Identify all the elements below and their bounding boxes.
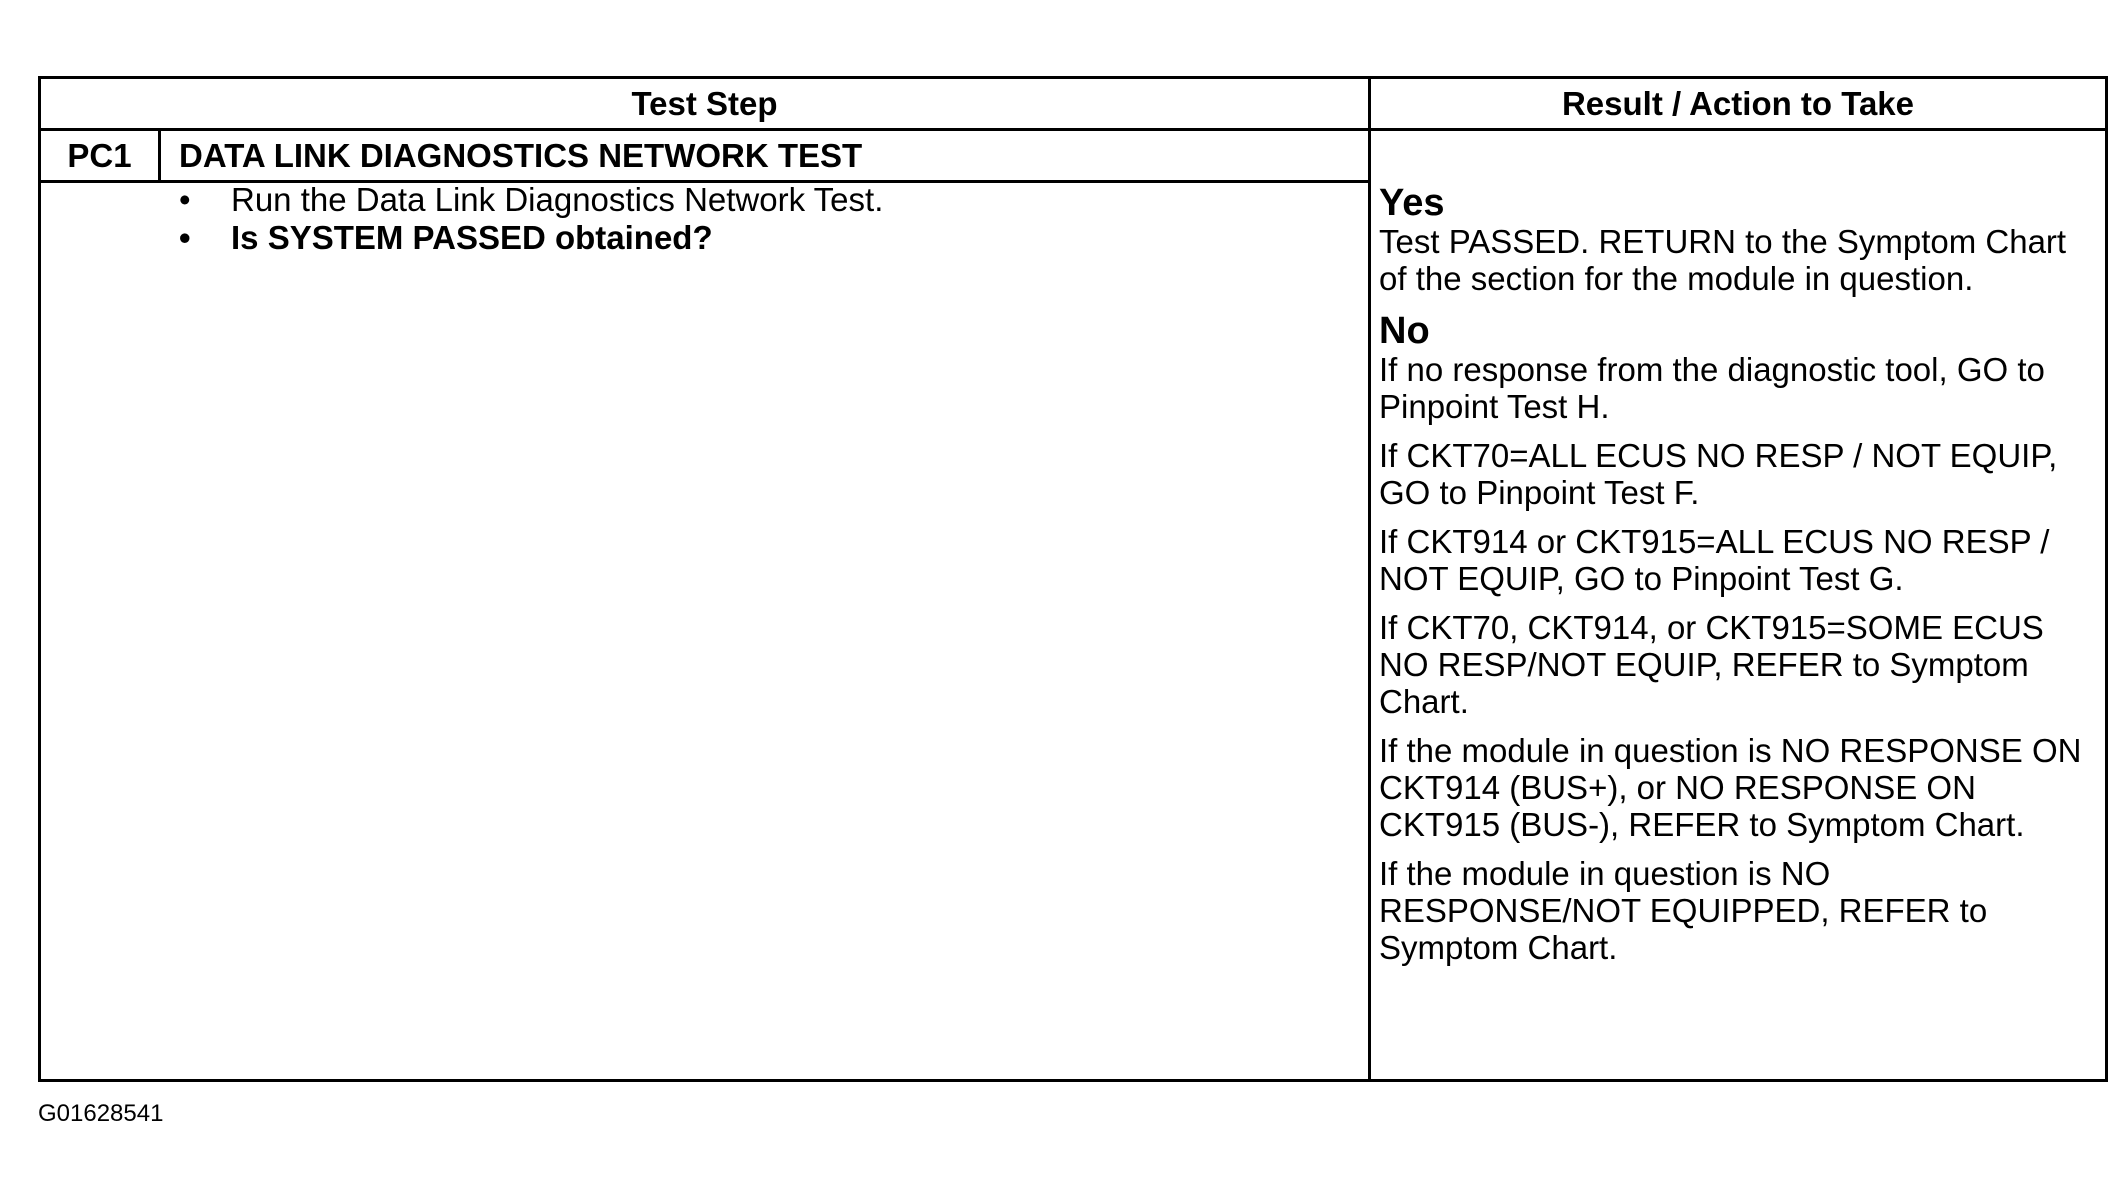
step-instruction: • Run the Data Link Diagnostics Network Test. [179, 181, 883, 219]
step-id-divider [158, 131, 161, 180]
no-label: No [1379, 310, 1430, 352]
figure-id: G01628541 [38, 1100, 164, 1127]
step-title: DATA LINK DIAGNOSTICS NETWORK TEST [179, 137, 863, 174]
result-no [1379, 311, 2101, 966]
no-action: If CKT70=ALL ECUS NO RESP / NOT EQUIP, GO to Pinpoint Test F. [1379, 437, 2058, 511]
no-action: If CKT70, CKT914, or CKT915=SOME ECUS NO RESP/NOT EQUIP, REFER to Symptom Chart. [1379, 609, 2044, 720]
result-column [1379, 183, 2101, 980]
no-action: If no response from the diagnostic tool, GO to Pinpoint Test H. [1379, 351, 2045, 425]
no-action: If the module in question is NO RESPONSE ON CKT914 (BUS+), or NO RESPONSE ON CKT915 (BUS-), REFER to Symptom Chart. [1379, 732, 2082, 843]
yes-label: Yes [1379, 182, 1445, 224]
step-instructions [179, 181, 883, 257]
yes-action: Test PASSED. RETURN to the Symptom Chart of the section for the module in question. [1379, 223, 2067, 297]
no-action: If the module in question is NO RESPONSE/NOT EQUIPPED, REFER to Symptom Chart. [1379, 855, 1988, 966]
result-yes [1379, 183, 2101, 297]
step-question: • Is SYSTEM PASSED obtained? [179, 219, 883, 257]
column-divider [1368, 79, 1371, 1079]
step-id: PC1 [67, 137, 132, 174]
no-action: If CKT914 or CKT915=ALL ECUS NO RESP / NOT EQUIP, GO to Pinpoint Test G. [1379, 523, 2050, 597]
header-result-action: Result / Action to Take [1561, 85, 1915, 122]
header-test-step: Test Step [631, 85, 778, 122]
test-step-table [38, 76, 2108, 1082]
